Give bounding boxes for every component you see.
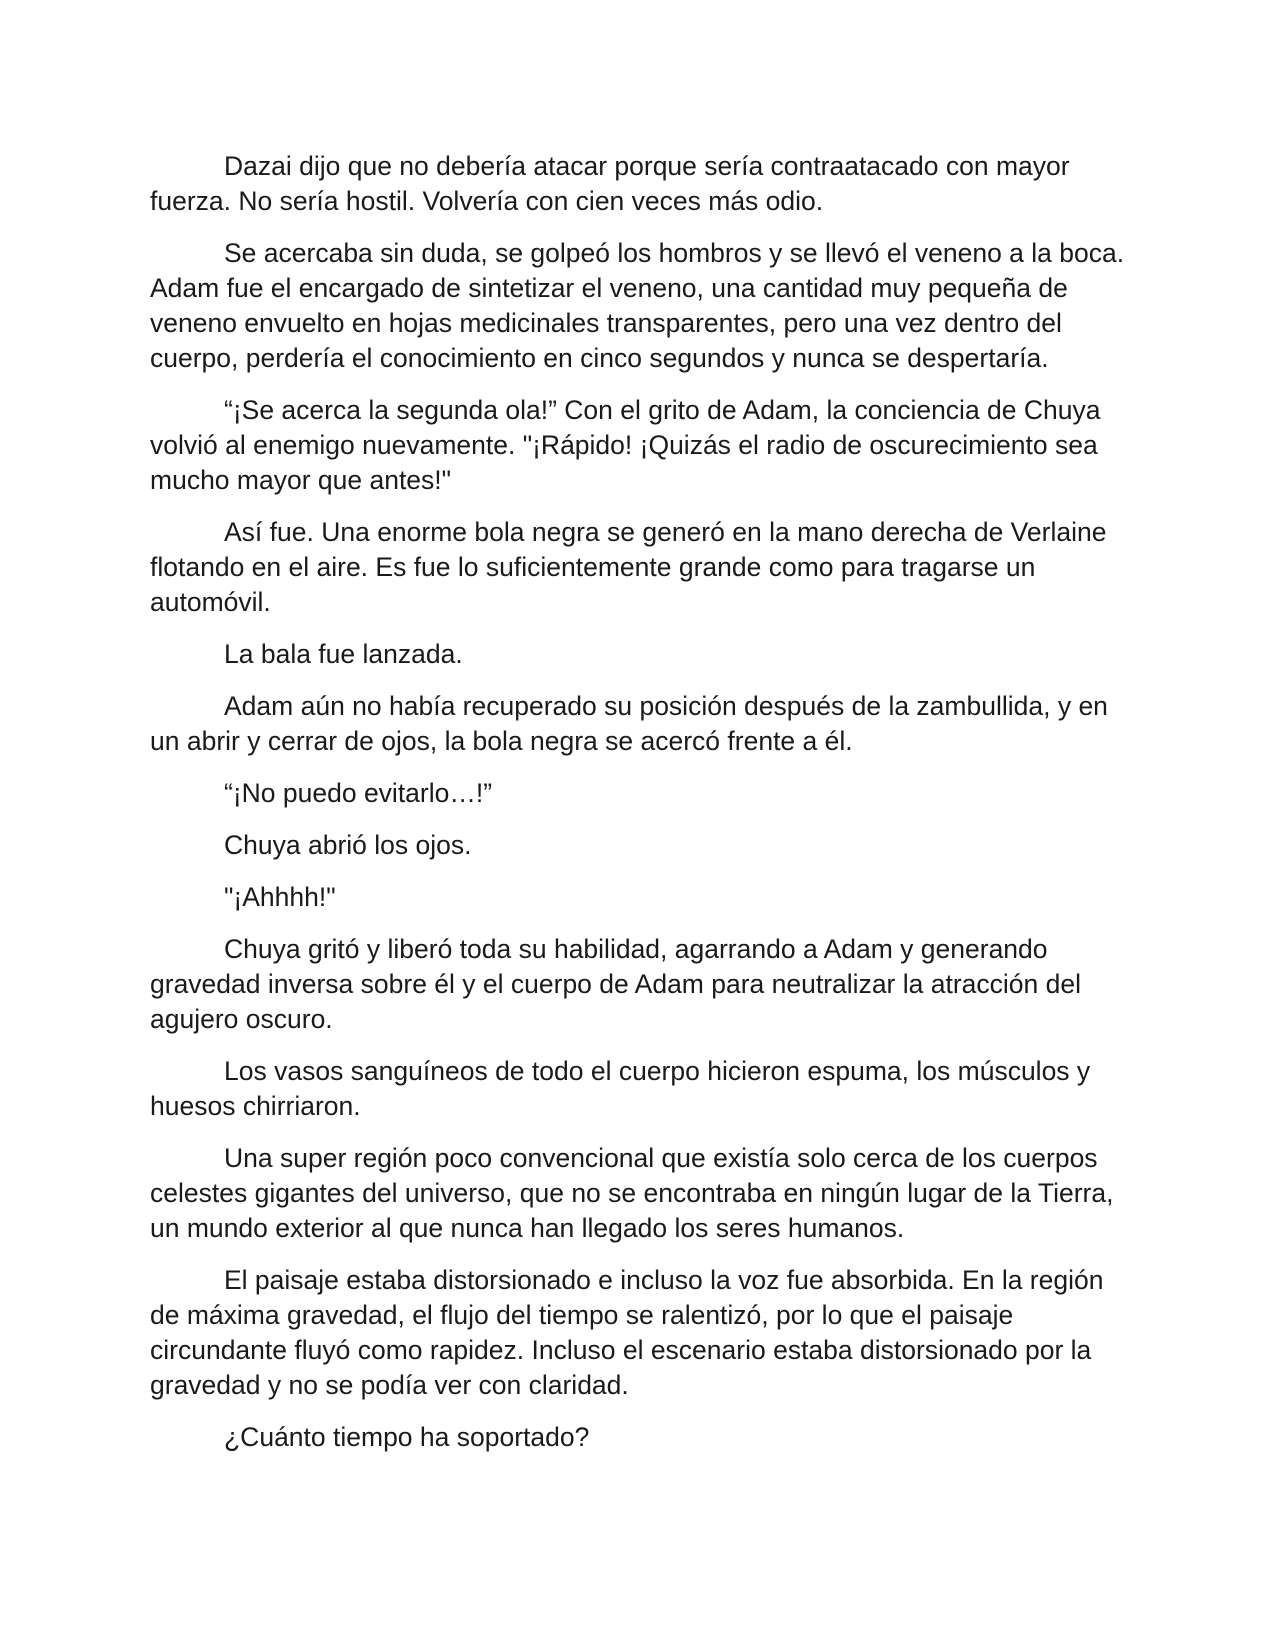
paragraph: “¡Se acerca la segunda ola!” Con el grito de Adam, la conciencia de Chuya volvió al enemigo nuevamente. "¡Rápido! ¡Quizás el radio de oscurecimiento sea mucho mayor que antes!" [150,395,1101,495]
paragraph: ¿Cuánto tiempo ha soportado? [224,1422,590,1452]
paragraph: “¡No puedo evitarlo…!” [224,778,493,808]
paragraph: Así fue. Una enorme bola negra se generó en la mano derecha de Verlaine flotando en el aire. Es fue lo suficientemente grande como para tragarse un automóvil. [150,517,1107,617]
paragraph: Se acercaba sin duda, se golpeó los hombros y se llevó el veneno a la boca. Adam fue el encargado de sintetizar el veneno, una cantidad muy pequeña de veneno envuelto en hojas medicinales transparentes, pero una vez dentro del cuerpo, perdería el conocimiento en cinco segundos y nunca se despertaría. [150,238,1125,373]
paragraph: El paisaje estaba distorsionado e incluso la voz fue absorbida. En la región de máxima gravedad, el flujo del tiempo se ralentizó, por lo que el paisaje circundante fluyó como rapidez. Incluso el escenario estaba distorsionado por la gravedad y no se podía ver con claridad. [150,1265,1104,1400]
paragraph: "¡Ahhhh!" [224,882,336,912]
paragraph: Adam aún no había recuperado su posición después de la zambullida, y en un abrir y cerrar de ojos, la bola negra se acercó frente a él. [150,691,1108,756]
paragraph: La bala fue lanzada. [224,639,463,669]
body-text [150,149,1130,1472]
paragraph: Dazai dijo que no debería atacar porque sería contraatacado con mayor fuerza. No sería hostil. Volvería con cien veces más odio. [150,151,1070,216]
paragraph: Los vasos sanguíneos de todo el cuerpo hicieron espuma, los músculos y huesos chirriaron. [150,1056,1091,1121]
paragraph: Una super región poco convencional que existía solo cerca de los cuerpos celestes gigantes del universo, que no se encontraba en ningún lugar de la Tierra, un mundo exterior al que nunca han llegado los seres humanos. [150,1143,1114,1243]
paragraph: Chuya gritó y liberó toda su habilidad, agarrando a Adam y generando gravedad inversa sobre él y el cuerpo de Adam para neutralizar la atracción del agujero oscuro. [150,934,1081,1034]
paragraph: Chuya abrió los ojos. [224,830,472,860]
